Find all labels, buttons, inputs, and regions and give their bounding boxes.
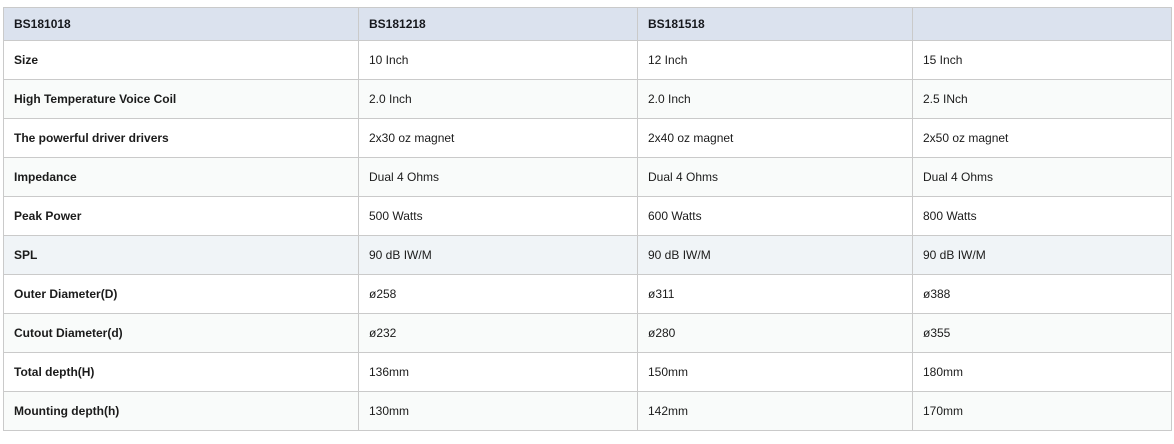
table-row-size (4, 41, 1172, 80)
spec-value: 130mm (359, 392, 638, 431)
header-row (4, 8, 1172, 41)
column-header-bs181218: BS181218 (359, 8, 638, 41)
spec-value: 15 Inch (913, 41, 1172, 80)
spec-value: 800 Watts (913, 197, 1172, 236)
row-label: Impedance (4, 158, 359, 197)
spec-value: ø311 (638, 275, 913, 314)
row-label: Mounting depth(h) (4, 392, 359, 431)
table-row-peak-power (4, 197, 1172, 236)
spec-value: 2x50 oz magnet (913, 119, 1172, 158)
spec-value: 2.0 Inch (638, 80, 913, 119)
spec-value: ø258 (359, 275, 638, 314)
spec-value: 90 dB IW/M (638, 236, 913, 275)
row-label: Total depth(H) (4, 353, 359, 392)
spec-value: 180mm (913, 353, 1172, 392)
row-label: Cutout Diameter(d) (4, 314, 359, 353)
table-row-spl (4, 236, 1172, 275)
spec-value: 136mm (359, 353, 638, 392)
spec-value: 2x30 oz magnet (359, 119, 638, 158)
table-row-driver (4, 119, 1172, 158)
column-header-bs181018: BS181018 (4, 8, 359, 41)
spec-value: ø355 (913, 314, 1172, 353)
row-label: SPL (4, 236, 359, 275)
spec-value: 2.0 Inch (359, 80, 638, 119)
spec-value: 142mm (638, 392, 913, 431)
table-row-voice-coil (4, 80, 1172, 119)
spec-value: 600 Watts (638, 197, 913, 236)
table-row-total-depth (4, 353, 1172, 392)
spec-table (3, 7, 1172, 431)
spec-value: 12 Inch (638, 41, 913, 80)
column-header-bs181518: BS181518 (638, 8, 913, 41)
column-header-empty (913, 8, 1172, 41)
table-row-outer-diameter (4, 275, 1172, 314)
table-row-cutout-diameter (4, 314, 1172, 353)
spec-value: Dual 4 Ohms (359, 158, 638, 197)
spec-value: 10 Inch (359, 41, 638, 80)
spec-value: 90 dB IW/M (913, 236, 1172, 275)
row-label: Outer Diameter(D) (4, 275, 359, 314)
spec-table-header (4, 8, 1172, 41)
spec-value: 500 Watts (359, 197, 638, 236)
table-row-mounting-depth (4, 392, 1172, 431)
spec-value: ø232 (359, 314, 638, 353)
spec-value: 2x40 oz magnet (638, 119, 913, 158)
spec-value: 90 dB IW/M (359, 236, 638, 275)
row-label: High Temperature Voice Coil (4, 80, 359, 119)
spec-value: 2.5 INch (913, 80, 1172, 119)
spec-value: ø280 (638, 314, 913, 353)
spec-value: 150mm (638, 353, 913, 392)
row-label: The powerful driver drivers (4, 119, 359, 158)
row-label: Size (4, 41, 359, 80)
table-row-impedance (4, 158, 1172, 197)
row-label: Peak Power (4, 197, 359, 236)
spec-value: ø388 (913, 275, 1172, 314)
spec-value: Dual 4 Ohms (638, 158, 913, 197)
spec-table-body (4, 41, 1172, 431)
spec-value: 170mm (913, 392, 1172, 431)
spec-value: Dual 4 Ohms (913, 158, 1172, 197)
